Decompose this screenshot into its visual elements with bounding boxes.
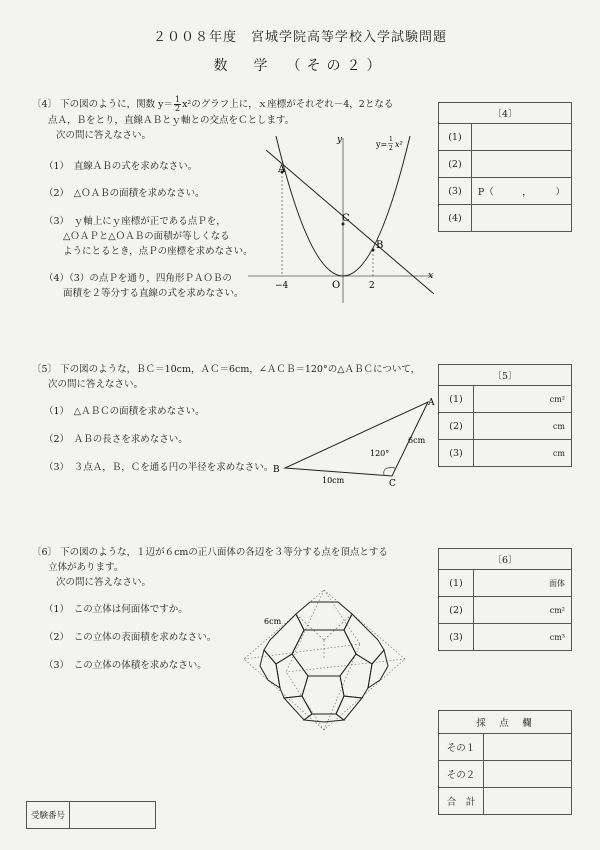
q6-answer-num: (3): [439, 624, 474, 651]
q5-line1-text: 下の図のような，ＢＣ＝10cm，ＡＣ＝6cm，∠ＡＣＢ＝120°の△ＡＢＣについて，: [60, 364, 421, 375]
score-total-field[interactable]: [484, 788, 572, 815]
label-C: C: [389, 479, 396, 489]
length-AC: 6cm: [408, 436, 426, 445]
q4-sub3c: ようにとるとき，点Ｐの座標を求めなさい。: [63, 246, 253, 257]
q5-answer-field-2[interactable]: [474, 413, 572, 440]
q4-answer-num: (3): [439, 178, 472, 205]
table-row: [439, 570, 572, 597]
length-BC: 10cm: [322, 476, 345, 485]
page-subtitle: 数 学 （その２）: [213, 58, 387, 74]
q4-sub1: （1） 直線ＡＢの式を求めなさい。: [44, 161, 198, 172]
line-AB: [266, 150, 434, 294]
label-C: C: [342, 213, 350, 224]
q4-sub4b: 面積を２等分する直線の式を求めなさい。: [63, 288, 244, 299]
label-x-axis: x: [428, 271, 434, 281]
q4-line1-post: x²のグラフ上に，ｘ座標がそれぞれ－4，2となる: [182, 99, 394, 110]
eq-den: 2: [389, 145, 393, 152]
table-row: [439, 205, 572, 232]
q4-answer-field-4[interactable]: [471, 205, 571, 232]
q6-answer-num: (1): [439, 570, 474, 597]
triangle-ABC: [285, 402, 428, 476]
q4-answer-header: 〔4〕: [439, 103, 572, 124]
q6-unit: cm³: [549, 632, 565, 642]
q6-answer-box: [438, 548, 572, 651]
q6-line3: 次の問に答えなさい。: [56, 577, 152, 588]
q5-answer-header: 〔5〕: [439, 365, 572, 386]
q5-unit: cm: [552, 421, 565, 431]
tick-2: 2: [369, 281, 375, 291]
q5-triangle-figure: [270, 392, 442, 490]
q4-answer-field-2[interactable]: [471, 151, 571, 178]
exam-number-field[interactable]: [70, 802, 156, 829]
q6-number: 〔6〕: [32, 547, 58, 558]
q4-answer-num: (1): [439, 124, 472, 151]
page-title: ２００８年度 宮城学院高等学校入学試験問題: [152, 30, 447, 45]
tick-neg4: −4: [275, 281, 289, 291]
table-row: [439, 440, 572, 467]
q5-line1: [32, 363, 420, 377]
q4-answer-num: (4): [439, 205, 472, 232]
q4-line3: 次の問に答えなさい。: [56, 130, 152, 141]
angle-label: 120°: [370, 449, 390, 458]
q4-line1-pre: 下の図のように，関数 y＝: [60, 99, 173, 110]
q6-line1: [32, 546, 388, 560]
label-A: A: [428, 398, 435, 408]
q4-line2: 点Ａ，Ｂをとり，直線ＡＢとｙ軸との交点をＣとします。: [48, 115, 295, 126]
q4-sub3b: △ＯＡＰと△ＯＡＢの面積が等しくなる: [63, 231, 230, 242]
eq-prefix: y=: [376, 140, 388, 149]
table-row: [439, 178, 572, 205]
score-field-2[interactable]: [484, 761, 572, 788]
q6-line1-text: 下の図のような，１辺が６cmの正八面体の各辺を３等分する点を頂点とする: [60, 547, 388, 558]
q6-answer-field-3[interactable]: [474, 624, 572, 651]
score-field-1[interactable]: [484, 734, 572, 761]
q6-answer-field-2[interactable]: [474, 597, 572, 624]
score-header: 採 点 欄: [439, 711, 572, 734]
q5-sub3: （3） ３点Ａ，Ｂ，Ｃを通る円の半径を求めなさい。: [44, 462, 274, 473]
octahedron-outline: [244, 590, 405, 730]
q6-sub2: （2） この立体の表面積を求めなさい。: [44, 632, 217, 643]
table-row: [439, 761, 572, 788]
edge-length-label: 6cm: [264, 617, 282, 626]
exam-number-label: 受験番号: [27, 802, 70, 829]
q4-parabola-graph: [248, 128, 440, 308]
table-row: [439, 151, 572, 178]
q5-answer-num: (1): [439, 386, 474, 413]
label-y-axis: y: [337, 135, 343, 145]
q6-answer-field-1[interactable]: [474, 570, 572, 597]
q4-sub4a: （4）（3）の点Ｐを通り，四角形ＰＡＯＢの: [44, 273, 232, 284]
q5-answer-field-3[interactable]: [474, 440, 572, 467]
table-row: [439, 124, 572, 151]
score-label: その１: [439, 734, 484, 761]
q4-answer-field-1[interactable]: [471, 124, 571, 151]
q4-frac-num: 1: [174, 95, 181, 104]
q5-line2: 次の問に答えなさい。: [48, 379, 144, 390]
q6-sub3: （3） この立体の体積を求めなさい。: [44, 660, 207, 671]
q6-unit: cm²: [549, 605, 565, 615]
q5-unit: cm: [552, 448, 565, 458]
q5-answer-box: [438, 364, 572, 467]
label-O: O: [332, 280, 341, 291]
q4-sub3a: （3） ｙ軸上にｙ座標が正である点Ｐを，: [44, 216, 226, 227]
label-B: B: [376, 240, 384, 251]
table-row: [439, 386, 572, 413]
q5-answer-field-1[interactable]: [474, 386, 572, 413]
q5-answer-num: (3): [439, 440, 474, 467]
q4-line1: [32, 96, 393, 113]
q6-answer-num: (2): [439, 597, 474, 624]
q4-sub2: （2） △ＯＡＢの面積を求めなさい。: [44, 188, 205, 199]
exam-number-box: [26, 801, 156, 829]
q6-solid-figure: [240, 584, 410, 734]
eq-suffix: x²: [395, 140, 403, 149]
q5-answer-num: (2): [439, 413, 474, 440]
q4-answer-num: (2): [439, 151, 472, 178]
q4-fraction: [174, 96, 181, 113]
q4-answer-box: [438, 102, 572, 232]
eq-num: 1: [389, 136, 393, 143]
q6-line2: 立体があります。: [48, 562, 124, 573]
q5-number: 〔5〕: [32, 364, 58, 375]
table-row: [439, 788, 572, 815]
q4-number: 〔4〕: [32, 99, 58, 110]
q6-unit: 面体: [549, 578, 565, 588]
q5-sub2: （2） ＡＢの長さを求めなさい。: [44, 434, 188, 445]
q5-sub1: （1） △ＡＢＣの面積を求めなさい。: [44, 406, 205, 417]
point-B: [372, 249, 375, 252]
q4-answer-field-3[interactable]: P（ ， ）: [471, 178, 571, 205]
score-label: 合 計: [439, 788, 484, 815]
label-A: A: [278, 164, 286, 175]
table-row: [439, 597, 572, 624]
q4-frac-den: 2: [174, 104, 181, 113]
score-label: その２: [439, 761, 484, 788]
label-B: B: [273, 465, 280, 475]
table-row: [439, 413, 572, 440]
table-row: [439, 734, 572, 761]
q5-unit: cm²: [549, 394, 565, 404]
table-row: [439, 624, 572, 651]
score-box: [438, 710, 572, 815]
q6-answer-header: 〔6〕: [439, 549, 572, 570]
q6-sub1: （1） この立体は何面体ですか。: [44, 604, 188, 615]
